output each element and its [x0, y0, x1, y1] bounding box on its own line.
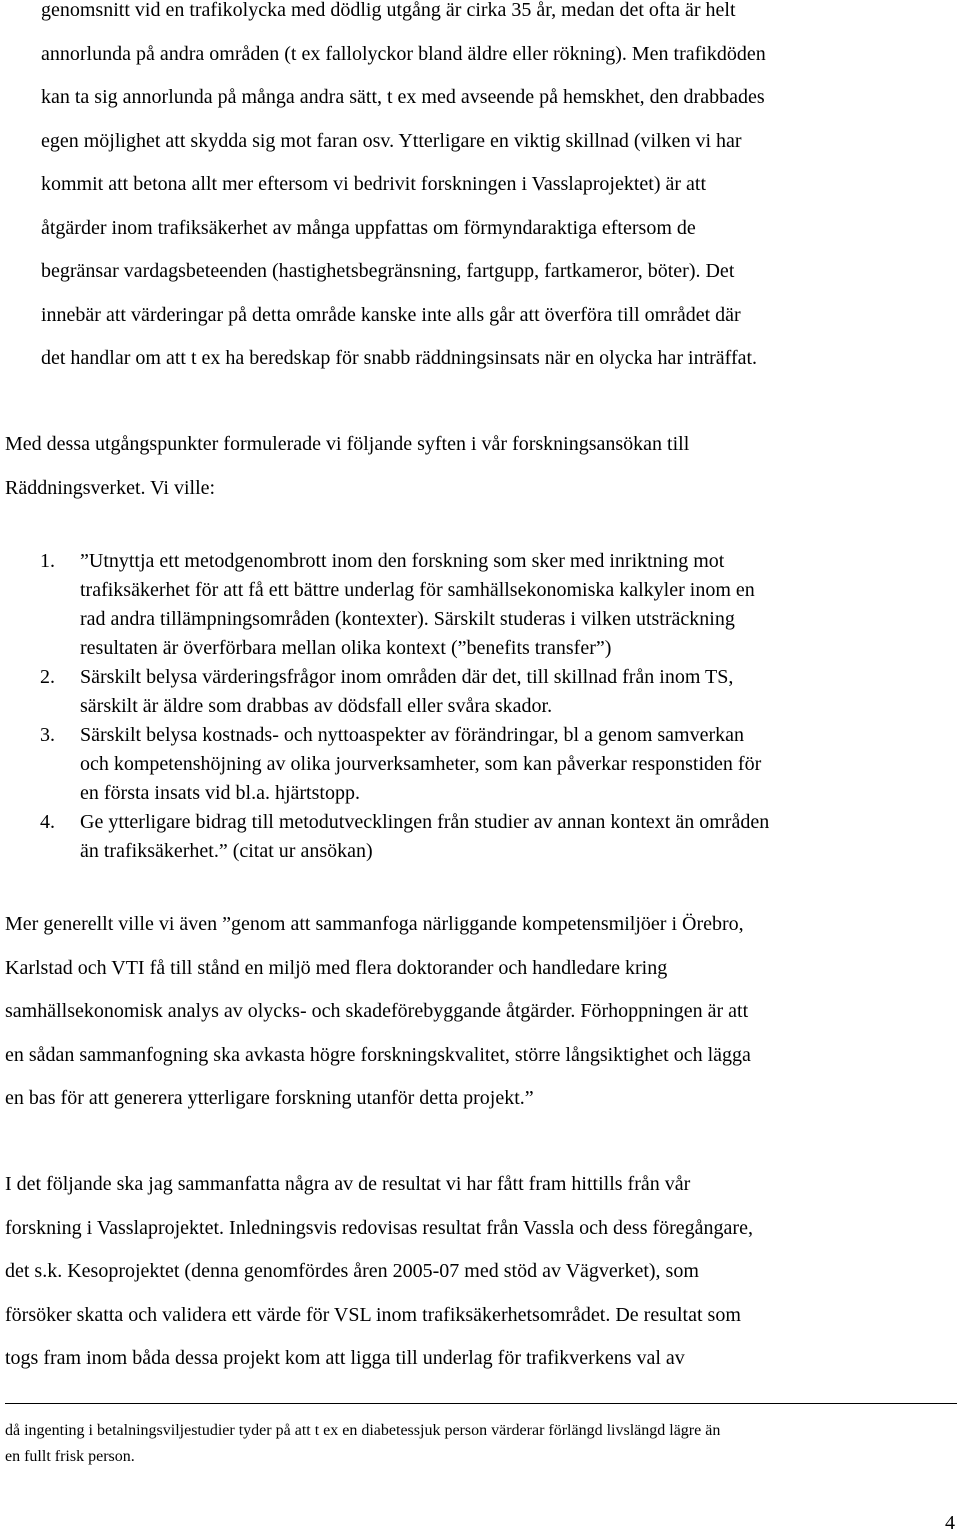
text-line: det handlar om att t ex ha beredskap för snabb räddningsinsats när en olycka har inträffat.	[41, 347, 758, 369]
list-item-number: 4.	[40, 811, 55, 833]
text-line: I det följande ska jag sammanfatta några av de resultat vi har fått fram hittills från vår	[5, 1173, 691, 1195]
text-line: en första insats vid bl.a. hjärtstopp.	[80, 782, 360, 804]
text-line: togs fram inom båda dessa projekt kom att ligga till underlag för trafikverkens val av	[5, 1347, 685, 1369]
list-item	[5, 721, 769, 808]
text-line: resultaten är överförbara mellan olika kontext (”benefits transfer”)	[80, 637, 612, 659]
text-line: samhällsekonomisk analys av olycks- och skadeförebyggande åtgärder. Förhoppningen är att	[5, 1000, 749, 1022]
text-line: ”Utnyttja ett metodgenombrott inom den forskning som sker med inriktning mot	[80, 550, 725, 572]
text-line: Särskilt belysa kostnads- och nyttoaspekter av förändringar, bl a genom samverkan	[80, 724, 745, 746]
text-line: en fullt frisk person.	[5, 1448, 135, 1465]
list-item-number: 2.	[40, 666, 55, 688]
list-item	[5, 663, 769, 721]
text-line: trafiksäkerhet för att få ett bättre underlag för samhällsekonomiska kalkyler inom en	[80, 579, 755, 601]
text-line: rad andra tillämpningsområden (kontexter). Särskilt studeras i vilken utsträckning	[80, 608, 735, 630]
text-line: försöker skatta och validera ett värde för VSL inom trafiksäkerhetsområdet. De resultat som	[5, 1303, 741, 1326]
text-line: en sådan sammanfogning ska avkasta högre forskningskvalitet, större långsiktighet och lägga	[5, 1043, 751, 1066]
text-line: särskilt är äldre som drabbas av dödsfall eller svåra skador.	[80, 695, 553, 717]
text-line: Särskilt belysa värderingsfrågor inom områden där det, till skillnad från inom TS,	[80, 666, 734, 688]
text-line: Karlstad och VTI få till stånd en miljö med flera doktorander och handledare kring	[5, 956, 668, 979]
list-item-number: 1.	[40, 550, 55, 572]
text-line: än trafiksäkerhet.” (citat ur ansökan)	[80, 840, 373, 862]
list-item-number: 3.	[40, 724, 55, 746]
page-number: 4	[945, 1512, 955, 1534]
text-line: annorlunda på andra områden (t ex fallolyckor bland äldre eller rökning). Men trafikdöden	[41, 42, 766, 65]
text-line: egen möjlighet att skydda sig mot faran osv. Ytterligare en viktig skillnad (vilken vi har	[41, 129, 742, 152]
text-line: åtgärder inom trafiksäkerhet av många uppfattas om förmyndaraktiga eftersom de	[41, 216, 696, 239]
text-line: och kompetenshöjning av olika jourverksamheter, som kan påverkar responstiden för	[80, 753, 762, 775]
footnote-divider	[5, 1403, 957, 1404]
text-line: Räddningsverket. Vi ville:	[5, 476, 216, 499]
summary-paragraph	[5, 1163, 753, 1381]
text-line: då ingenting i betalningsviljestudier tyder på att t ex en diabetessjuk person värderar förlängd livslängd lägre än	[5, 1422, 721, 1439]
list-item	[5, 547, 769, 663]
text-line: Mer generellt ville vi även ”genom att sammanfoga närliggande kompetensmiljöer i Örebro,	[5, 913, 744, 935]
text-line: kommit att betona allt mer eftersom vi bedrivit forskningen i Vasslaprojektet) är att	[41, 173, 707, 195]
general-paragraph	[5, 903, 751, 1121]
text-line: det s.k. Kesoprojektet (denna genomfördes åren 2005-07 med stöd av Vägverket), som	[5, 1260, 699, 1282]
aims-intro-paragraph	[5, 423, 689, 510]
text-line: genomsnitt vid en trafikolycka med dödlig utgång är cirka 35 år, medan det ofta är helt	[41, 0, 736, 21]
text-line: begränsar vardagsbeteenden (hastighetsbegränsning, fartgupp, fartkameror, böter). Det	[41, 260, 735, 282]
list-item	[5, 808, 769, 866]
text-line: kan ta sig annorlunda på många andra sätt, t ex med avseende på hemskhet, den drabbades	[41, 86, 765, 108]
text-line: forskning i Vasslaprojektet. Inledningsvis redovisas resultat från Vassla och dess föregångare,	[5, 1216, 753, 1239]
footnote	[5, 1418, 720, 1470]
intro-paragraph	[41, 0, 766, 381]
text-line: Med dessa utgångspunkter formulerade vi följande syften i vår forskningsansökan till	[5, 433, 690, 455]
text-line: innebär att värderingar på detta område kanske inte alls går att överföra till området där	[41, 303, 741, 326]
text-line: Ge ytterligare bidrag till metodutvecklingen från studier av annan kontext än områden	[80, 811, 770, 833]
text-line: en bas för att generera ytterligare forskning utanför detta projekt.”	[5, 1087, 534, 1109]
aims-numbered-list	[5, 547, 769, 866]
